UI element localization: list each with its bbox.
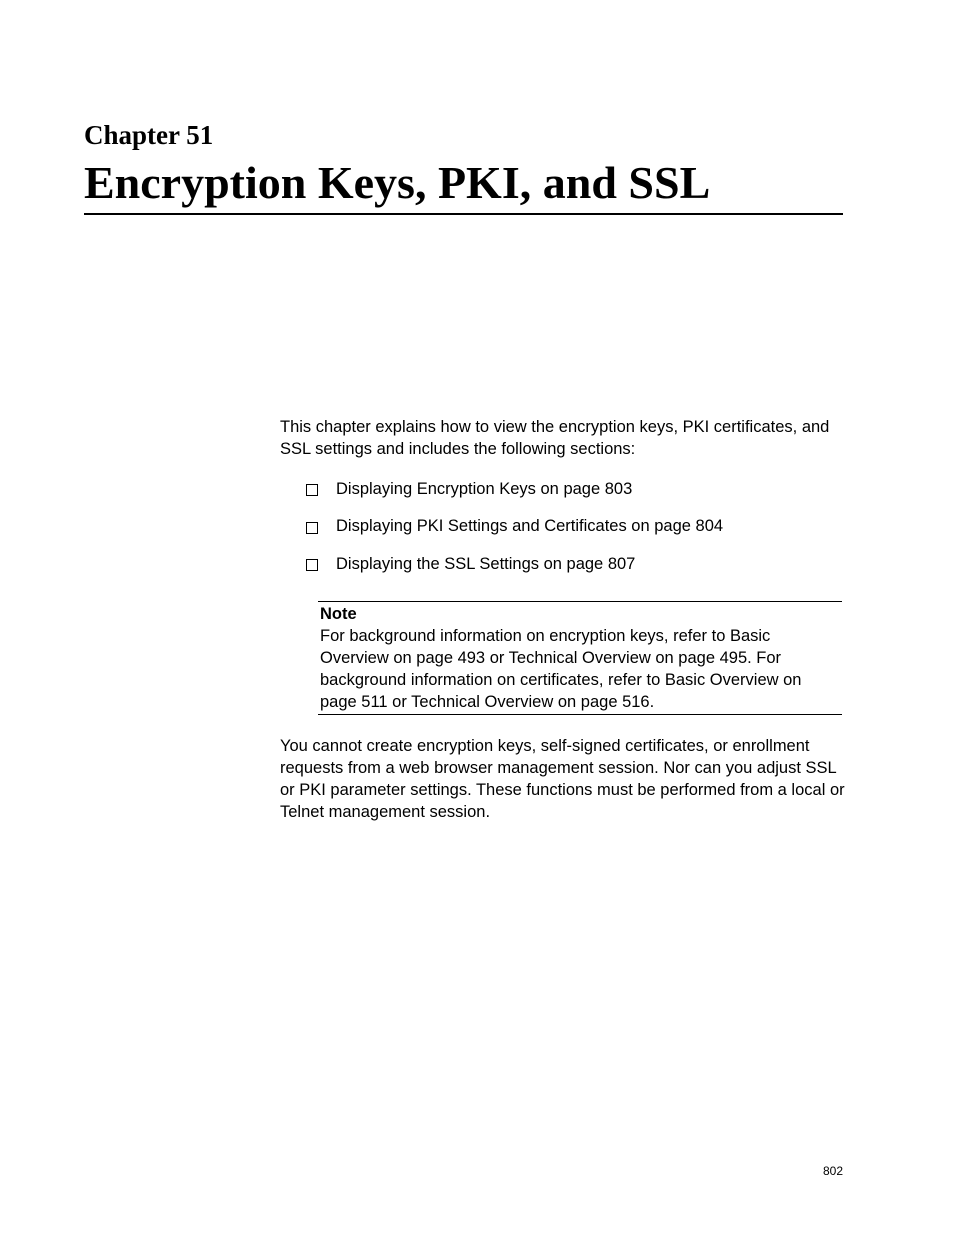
section-list <box>306 478 723 591</box>
title-rule <box>84 213 843 215</box>
note-body: For background information on encryption keys, refer to Basic Overview on page 493 or Technical Overview on page 495. For background information on certificates, refer to Basic Overview on page 511 or Technical Overview on page 516. <box>320 627 802 711</box>
page-number: 802 <box>823 1164 844 1178</box>
note-heading: Note <box>320 605 357 623</box>
checkbox-bullet-icon <box>306 559 318 571</box>
list-item[interactable] <box>306 478 723 500</box>
chapter-title: Encryption Keys, PKI, and SSL <box>84 157 711 208</box>
list-item[interactable] <box>306 553 723 575</box>
outro-paragraph: You cannot create encryption keys, self-signed certificates, or enrollment requests from a web browser management session. Nor can you adjust SSL or PKI parameter settings. These functions must be performed from a local or Telnet management session. <box>280 737 845 821</box>
checkbox-bullet-icon <box>306 522 318 534</box>
note-box <box>318 601 842 715</box>
section-link[interactable]: Displaying PKI Settings and Certificates on page 804 <box>336 517 724 535</box>
section-link[interactable]: Displaying the SSL Settings on page 807 <box>336 554 636 573</box>
list-item[interactable] <box>306 516 723 538</box>
checkbox-bullet-icon <box>306 484 318 496</box>
chapter-label: Chapter 51 <box>84 120 214 150</box>
intro-paragraph: This chapter explains how to view the encryption keys, PKI certificates, and SSL settings and includes the following sections: <box>280 418 830 458</box>
section-link[interactable]: Displaying Encryption Keys on page 803 <box>336 479 633 498</box>
